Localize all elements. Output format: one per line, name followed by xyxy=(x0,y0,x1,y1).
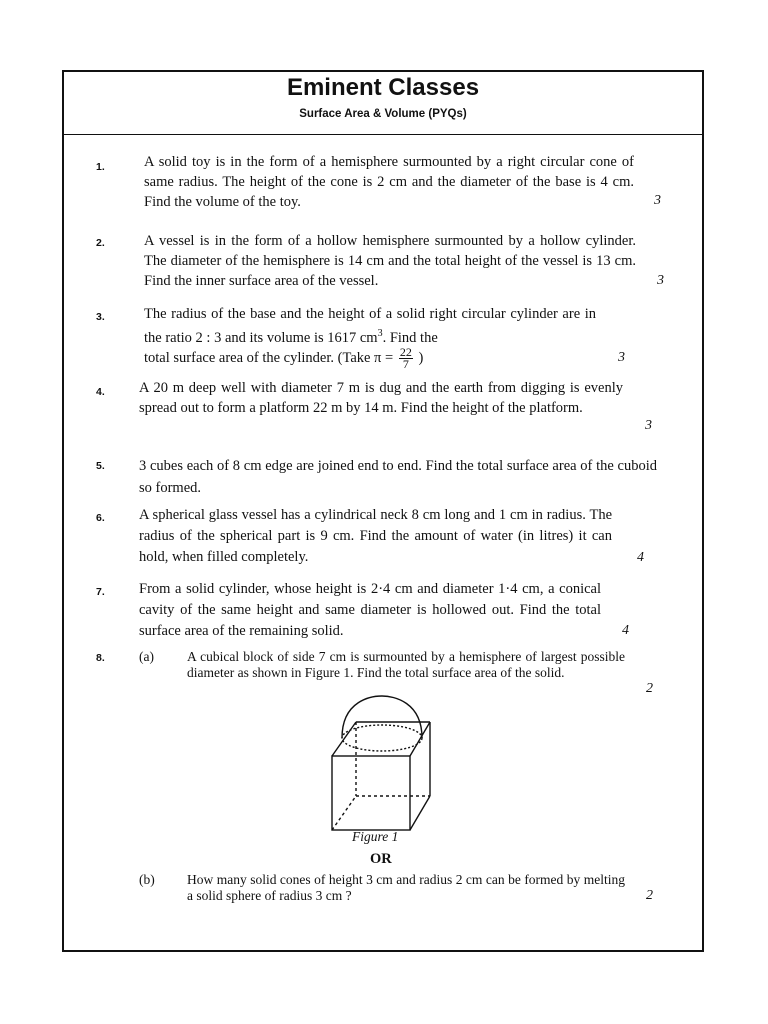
question-4-marks: 3 xyxy=(645,418,652,433)
question-2-number: 2. xyxy=(96,237,105,249)
question-1-number: 1. xyxy=(96,161,105,173)
question-3-line2 xyxy=(144,347,604,370)
question-7-marks: 4 xyxy=(622,623,629,638)
question-7-text: From a solid cylinder, whose height is 2·4 cm and diameter 1·4 cm, a conical cavity of the same height and same diameter is hollowed out. Find the total surface area of the remaining solid. xyxy=(139,581,601,639)
page-subtitle: Surface Area & Volume (PYQs) xyxy=(299,108,467,120)
cube-bottom-right-edge xyxy=(410,796,430,830)
hemisphere-base xyxy=(342,725,422,751)
question-8a-text: A cubical block of side 7 cm is surmounted by a hemisphere of largest possible diameter as shown in Figure 1. Find the total surface area of the solid. xyxy=(187,649,625,680)
question-3-line1: The radius of the base and the height of a solid right circular cylinder are in the ratio 2 : 3 and its volume is 1617 cm xyxy=(144,306,596,346)
or-separator: OR xyxy=(370,851,392,867)
question-8b-marks: 2 xyxy=(646,888,653,903)
question-8b-text: How many solid cones of height 3 cm and radius 2 cm can be formed by melting a solid sphere of radius 3 cm ? xyxy=(187,872,625,903)
question-3-line2-end: ) xyxy=(418,349,424,366)
question-3-superscript: 3 xyxy=(377,328,383,339)
cube-top-right-edge xyxy=(410,722,430,756)
header xyxy=(64,72,702,135)
question-8a-marks: 2 xyxy=(646,681,653,696)
page-title: Eminent Classes xyxy=(286,74,480,101)
question-2-text: A vessel is in the form of a hollow hemisphere surmounted by a hollow cylinder. The diameter of the hemisphere is 14 cm and the total height of the vessel is 13 cm. Find the inner surface area of the vessel. xyxy=(144,233,636,289)
figure-1-cube-hemisphere xyxy=(320,692,440,832)
pi-fraction xyxy=(399,347,413,370)
question-1-text: A solid toy is in the form of a hemisphere surmounted by a right circular cone of same radius. The height of the cone is 2 cm and the diameter of the base is 4 cm. Find the volume of the toy. xyxy=(144,154,634,210)
figure-1-caption: Figure 1 xyxy=(352,829,399,844)
question-3-text xyxy=(144,304,596,348)
question-5-number: 5. xyxy=(96,460,105,472)
question-3-line1-end: . Find the xyxy=(382,329,438,346)
question-2-marks: 3 xyxy=(657,273,664,288)
question-3-number: 3. xyxy=(96,311,105,323)
pi-fraction-denominator: 7 xyxy=(402,357,409,371)
question-8-number: 8. xyxy=(96,652,105,664)
question-6-marks: 4 xyxy=(637,550,644,565)
question-4-text: A 20 m deep well with diameter 7 m is dug and the earth from digging is evenly spread out to form a platform 22 m by 14 m. Find the height of the platform. xyxy=(139,380,623,416)
question-6-number: 6. xyxy=(96,512,105,524)
cube-front-face xyxy=(332,756,410,830)
pi-fraction-numerator: 22 xyxy=(399,345,412,359)
question-8a-label: (a) xyxy=(139,649,154,664)
question-6-text: A spherical glass vessel has a cylindrical neck 8 cm long and 1 cm in radius. The radius of the spherical part is 9 cm. Find the amount of water (in litres) it can hold, when filled completely. xyxy=(139,507,612,565)
question-4-number: 4. xyxy=(96,386,105,398)
question-5-text: 3 cubes each of 8 cm edge are joined end to end. Find the total surface area of the cuboid so formed. xyxy=(139,458,657,496)
question-7-number: 7. xyxy=(96,586,105,598)
question-8b-label: (b) xyxy=(139,872,155,887)
question-3-line2-text: total surface area of the cylinder. (Take π = xyxy=(144,349,394,366)
question-1-marks: 3 xyxy=(654,193,661,208)
cube-top-left-edge xyxy=(332,722,356,756)
cube-hidden-diagonal-edge xyxy=(332,796,356,830)
question-3-marks: 3 xyxy=(618,350,625,365)
hemisphere-dome xyxy=(342,696,422,738)
